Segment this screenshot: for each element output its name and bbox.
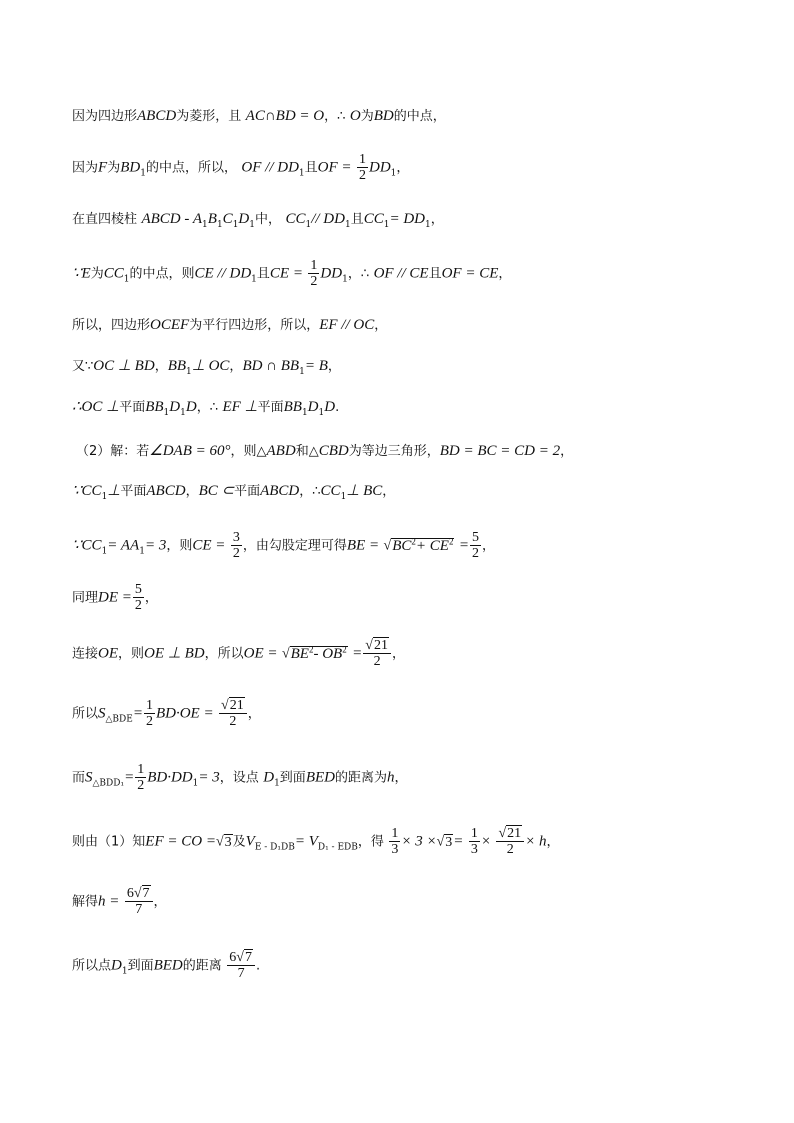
denominator: 2 [137,778,145,793]
math: CC [363,211,384,227]
subscript: 1 [298,168,305,179]
text: 为菱形，且 [176,109,242,124]
subscript: 1 [101,491,108,502]
text: 平面 [234,484,261,499]
text: ，由勾股定理可得 [242,538,347,554]
subscript: 1 [121,966,128,977]
math: OC ⊥ BD [93,358,155,374]
math: D [307,399,319,415]
proof-line-9 [72,480,395,506]
fraction [219,698,247,729]
numerator: √21 [498,826,522,841]
math: = [458,537,470,554]
fraction [133,582,144,613]
math: BD [373,108,394,124]
math: BD·OE = [155,705,214,722]
fraction [357,152,368,183]
numerator: 5 [134,582,142,597]
proof-line-7 [72,396,339,422]
text: 到面 [279,770,306,786]
denominator: 7 [125,901,153,917]
text: 连接 [72,646,99,662]
math: ∵ [72,537,82,554]
math: BD [120,159,141,176]
text: ，∴ [299,484,321,499]
text: 的距离 [182,958,222,974]
proof-line-15 [72,826,560,857]
math: CC [81,483,102,499]
math: D [324,399,336,415]
subscript: 1 [299,366,305,377]
text: ， [391,646,405,662]
text: ， [185,484,199,499]
math: CC [285,211,306,227]
fraction [227,950,255,981]
coefficient: 6 [229,950,237,965]
math: = [352,645,363,662]
subscript: 1 [274,778,280,789]
denominator: 7 [227,965,255,981]
text: （2）解：若 [76,444,150,459]
text: ，∴ [324,109,346,124]
math: OCEF [150,317,190,333]
denominator: 3 [391,842,399,857]
denominator: 2 [472,546,480,562]
text: ， [144,590,158,606]
subscript: 1 [192,778,199,789]
math: ⊥ [107,483,121,499]
denominator: 2 [232,546,240,562]
fraction [496,826,524,857]
text: 的中点， [393,109,446,124]
math: ⊥ BC [346,483,383,499]
subscript: 1 [139,546,145,557]
denominator: 2 [496,841,524,857]
math: CC [81,537,102,554]
numerator: 6√7 [126,886,150,901]
fraction [135,762,146,793]
text: 而 [72,770,86,786]
math: = V [294,833,318,850]
math: × 3 × [401,833,437,850]
subscript: 1 [123,274,130,285]
text: ， [382,484,396,499]
subscript: 1 [163,407,170,418]
subscript: 1 [383,219,390,230]
subscript: 1 [202,219,208,230]
math: CC [320,483,341,499]
math: CE = [269,265,303,282]
text: ， [229,359,243,374]
math: OE = [243,645,278,662]
text: ， [374,318,388,333]
proof-line-10 [72,530,496,562]
radicand: 7 [244,950,252,965]
fraction [363,638,391,669]
numerator: 1 [310,258,318,273]
superscript: 2 [411,536,416,546]
math: O [349,108,361,124]
text: . [335,400,340,415]
text: ， [430,212,444,227]
subscript: 1 [318,407,325,418]
text: 又∵ [72,359,94,374]
math: × h [525,833,547,850]
math: × [480,833,491,850]
subscript: △BDD₁ [92,778,125,789]
text: 所以 [72,706,99,722]
math: F [98,159,108,176]
math: ∩ [264,108,276,124]
math: OE [98,645,119,662]
proof-line-14 [72,762,408,793]
text: 解得 [72,894,99,910]
math: BB [145,399,164,415]
proof-line-4 [72,258,512,289]
fraction [469,826,480,857]
math: CBD [318,443,349,459]
numerator: 5 [472,530,480,546]
subscript: 1 [305,219,312,230]
superscript: 2 [342,644,347,654]
math: EF = CO = [145,833,216,850]
subscript: 1 [342,274,348,285]
math: ABCD [146,483,186,499]
text: 且 [304,160,318,176]
superscript: 2 [308,644,314,654]
math: EF // OC [319,317,375,333]
text: ， [546,834,560,850]
math: // DD [311,211,345,227]
text: 及 [232,834,246,850]
math: = 3 [198,769,220,786]
subscript: 1 [344,219,351,230]
numerator: 1 [391,826,399,841]
radicand: 7 [142,886,150,901]
fraction [308,258,319,289]
subscript: 1 [232,219,239,230]
radicand: + CE [415,537,449,554]
math: ∴ [72,399,82,415]
math: ABD [266,443,296,459]
text: 在直四棱柱 [72,212,138,227]
math: = [453,833,464,850]
coefficient: 6 [126,886,134,901]
text: 为平行四边形，所以， [189,318,320,333]
text: 为 [360,109,374,124]
math: OF = [317,159,352,176]
denominator: 2 [310,274,318,289]
subscript: 1 [101,546,108,557]
text: ，则 [166,538,193,554]
math: ABCD [260,483,300,499]
text: 平面 [119,400,146,415]
text: 的中点，所以， [145,160,237,176]
math: = [124,769,135,786]
proof-line-5 [72,314,387,340]
math: D [263,769,275,786]
text: 所以，四边形 [72,318,151,333]
subscript: △BDE [105,714,133,725]
math: = 3 [144,537,167,554]
math: AC [245,108,265,124]
math: D [185,399,197,415]
text: 平面 [257,400,284,415]
math: D [169,399,181,415]
text: 且 [428,266,442,282]
math: OF // CE [373,265,429,282]
text: 且 [350,212,364,227]
numerator: 3 [232,530,240,546]
text: 所以点 [72,958,112,974]
math: h [387,769,395,786]
text: ，则 [118,646,145,662]
numerator: 1 [145,698,153,713]
text: ，设点 [219,770,259,786]
proof-line-8 [76,440,573,466]
proof-line-3: 在直四棱柱 ABCD - $A_1B_1C_1D_1$中， $CC_1//$ $DD_1$且$CC_1= DD_1$， [72,211,444,230]
math: BD = O [275,108,325,124]
text: 则由（1）知 [72,834,146,850]
math: OF // DD [241,159,299,176]
subscript: 1 [180,407,186,418]
text: ， [327,359,341,374]
subscript: 1 [301,407,308,418]
subscript: 1 [216,219,223,230]
math: BED [153,957,183,974]
subscript: 1 [340,491,347,502]
math: h = [98,893,120,910]
math: BC ⊂ [198,483,235,499]
subscript: 1 [249,219,255,230]
radicand: 21 [229,698,244,713]
denominator: 2 [363,653,391,669]
proof-line-12 [72,638,405,670]
text: 且 [256,266,270,282]
math: = B [304,358,328,374]
text: 为 [107,160,121,176]
proof-line-1 [72,105,446,131]
text: 因为 [72,160,99,176]
math: OC ⊥ [81,399,120,415]
math: OF = CE [441,265,499,282]
math: BB [167,358,187,374]
math: CE = [192,537,226,554]
math: BD·DD [147,769,193,786]
math: BD = BC = CD = 2 [439,443,561,459]
fraction [144,698,155,729]
subscript: 1 [140,168,146,179]
numerator: 1 [470,826,478,841]
text: ，得 [357,834,384,850]
text: 到面 [127,958,154,974]
math: = AA [107,537,140,554]
proof-line-6 [72,355,341,381]
denominator: 2 [358,168,366,183]
math: S [85,769,93,786]
square-root: √3 [215,834,232,850]
math: ∵ [72,483,82,499]
numerator: 1 [358,152,366,167]
fraction [470,530,481,561]
fraction [231,530,242,561]
text: ， [560,444,574,459]
math: CE // DD [194,265,252,282]
proof-line-17 [72,950,261,981]
subscript: 1 [425,219,431,230]
subscript: 1 [186,366,192,377]
text: ，所以 [204,646,244,662]
fraction [389,826,400,857]
radicand: 3 [445,834,453,850]
text: . [255,958,261,974]
math: DE = [98,589,132,606]
text: ， [482,538,496,554]
text: 平面 [120,484,147,499]
radicand: 3 [224,834,232,850]
math: DD [368,159,391,176]
numerator: √21 [365,638,388,654]
text: ， [153,894,167,910]
math: = [132,705,143,722]
math: ⊥ OC [191,358,230,374]
denominator: 3 [470,842,478,857]
text: 同理 [72,590,99,606]
proof-line-13 [72,698,261,729]
radicand: BE [290,645,309,662]
numerator: 6√7 [229,950,252,965]
square-root: $√BE^2-$ $OB^2$ [281,644,347,662]
math: OE ⊥ BD [144,645,205,662]
math: E [81,265,91,282]
text: 的距离为 [334,770,387,786]
math: ∠DAB = 60° [149,443,231,459]
text: ， [394,770,408,786]
proof-line-11 [72,582,158,613]
math: BB [283,399,302,415]
subscript: 1 [251,274,257,285]
radicand: - OB [313,645,343,662]
numerator: √21 [221,698,244,713]
text: ， [154,359,168,374]
radicand: 21 [507,826,522,841]
text: 中， [255,212,282,227]
text: 的中点，则 [129,266,195,282]
text: ，则△ [230,444,267,459]
subscript: 1 [390,168,397,179]
text: ，∴ [196,400,218,415]
text: ， [396,160,410,176]
text: 为 [90,266,104,282]
text: 为等边三角形， [348,444,440,459]
denominator: 2 [145,714,153,729]
math: BD ∩ BB [242,358,300,374]
math: S [98,705,106,722]
proof-line-2 [72,152,410,183]
square-root: $√BC^2+ CE^2$ [383,536,454,554]
text: 因为四边形 [72,109,138,124]
math: = DD [389,211,426,227]
text: ， [247,706,261,722]
superscript: 2 [448,536,454,546]
math: D [111,957,122,974]
math: DD [320,265,343,282]
math: CC [103,265,124,282]
square-root: √3 [436,834,453,850]
denominator: 2 [134,598,142,613]
subscript: D₁ - EDB [317,842,358,853]
math: EF ⊥ [222,399,258,415]
text: ，∴ [347,266,370,282]
text: ， [498,266,512,282]
math: BED [305,769,335,786]
denominator: 2 [219,713,247,729]
subscript: E - D₁DB [254,842,295,853]
radicand: BC [392,537,412,554]
text: 和△ [295,444,319,459]
math: ∵ [72,265,82,282]
numerator: 1 [137,762,145,777]
fraction [125,886,153,917]
math: BE = [346,537,380,554]
proof-line-16 [72,886,167,917]
math: V [245,833,255,850]
math: ABCD [137,108,177,124]
math: ABCD - A [141,211,203,227]
radicand: 21 [373,638,388,654]
